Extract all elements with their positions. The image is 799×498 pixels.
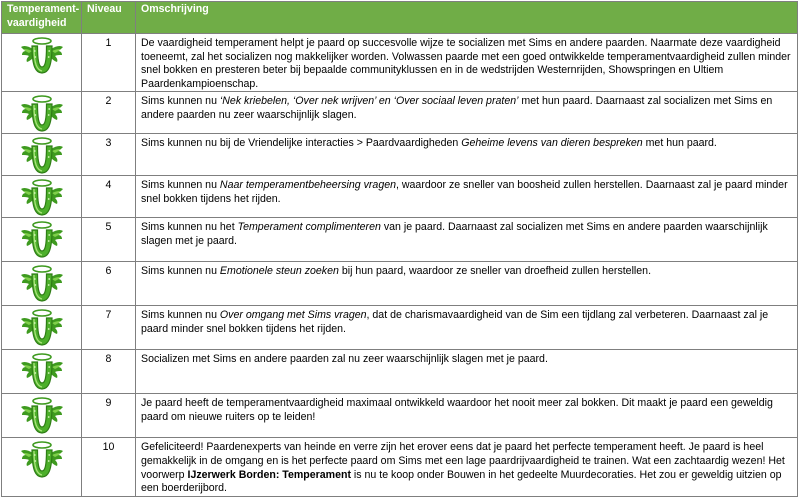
level-cell: 6	[82, 262, 136, 306]
icon-cell	[2, 134, 82, 176]
description-text: is nu te koop onder Bouwen in het gedeelte Muurdecoraties. Het zou er geweldig uitzien op een boerderijbord.	[141, 468, 782, 495]
level-cell: 2	[82, 92, 136, 134]
icon-cell	[2, 34, 82, 92]
table-row	[2, 134, 798, 176]
icon-cell	[2, 306, 82, 350]
temperament-skill-table	[1, 1, 798, 497]
temperament-skill-icon	[20, 137, 64, 175]
level-cell: 9	[82, 394, 136, 438]
temperament-skill-icon	[20, 221, 64, 259]
interaction-name: Geheime levens van dieren bespreken	[461, 137, 643, 150]
temperament-skill-icon	[20, 441, 64, 479]
description-cell	[136, 134, 798, 176]
level-cell: 8	[82, 350, 136, 394]
interaction-name: Emotionele steun zoeken	[219, 265, 339, 278]
icon-cell	[2, 438, 82, 496]
reward-object-name: IJzerwerk Borden: Temperament	[187, 468, 351, 481]
description-cell	[136, 350, 798, 394]
table-row	[2, 176, 798, 218]
icon-cell	[2, 176, 82, 218]
description-text: Sims kunnen nu het	[141, 221, 238, 234]
description-text: Sims kunnen nu	[141, 265, 220, 278]
table-row	[2, 92, 798, 134]
description-cell	[136, 262, 798, 306]
description-text: Gefeliciteerd! Paardenexperts van heinde en verre zijn het erover eens dat je paard het perfecte temperament heeft. Je paard is heel gemakkelijk in de omgang en is het perfecte paard om Sims met een lage paardrijvaardigheid te trainen. Wat een zachtaardig wezen! Het voorwerp	[141, 441, 785, 481]
description-cell	[136, 176, 798, 218]
table-row	[2, 394, 798, 438]
interaction-name: ‘Nek kriebelen, ‘Over nek wrijven’ en ‘Over sociaal leven praten’	[219, 95, 519, 108]
description-text: van je paard. Daarnaast zal socializen met Sims en andere paarden waarschijnlijk slagen met je paard.	[141, 221, 768, 247]
table-row	[2, 218, 798, 262]
table-row	[2, 34, 798, 92]
level-cell: 5	[82, 218, 136, 262]
level-cell: 7	[82, 306, 136, 350]
description-text: Je paard heeft de temperamentvaardigheid maximaal ontwikkeld waardoor het nooit meer zal bokken. Dit maakt je paard een geweldig paard om nieuwe ruiters op te leiden!	[141, 397, 773, 423]
temperament-skill-icon	[20, 265, 64, 303]
header-row	[2, 2, 798, 34]
interaction-name: Naar temperamentbeheersing vragen	[219, 179, 396, 192]
description-text: bij hun paard, waardoor ze sneller van droefheid zullen herstellen.	[338, 265, 652, 278]
description-text: Socializen met Sims en andere paarden zal nu zeer waarschijnlijk slagen met je paard.	[141, 353, 548, 366]
description-text: De vaardigheid temperament helpt je paard op succesvolle wijze te socializen met Sims en andere paarden. Naarmate deze vaardigheid toeneemt, zal het socializen nog makkelijker worden. Volwassen paarde met een goed ontwikkelde temperamentvaardigheid zullen minder snel bokken en presteren beter bij bepaalde communityklussen en in de wedstrijden Westernrijden, Showspringen en Ultiem Paardenkampioenschap.	[141, 37, 791, 90]
description-text: met hun paard. Daarnaast zal socializen met Sims en andere paarden nu zeer waarschijnlijk slagen.	[141, 95, 773, 121]
temperament-skill-icon	[20, 353, 64, 391]
level-cell: 10	[82, 438, 136, 496]
table-row	[2, 306, 798, 350]
icon-cell	[2, 92, 82, 134]
header-desc-col: Omschrijving	[136, 2, 798, 34]
description-cell	[136, 218, 798, 262]
description-cell	[136, 92, 798, 134]
description-text: , waardoor ze sneller van boosheid zullen herstellen. Daarnaast zal je paard minder snel bokken tijdens het rijden.	[141, 179, 788, 205]
description-text: , dat de charismavaardigheid van de Sim een tijdlang zal verbeteren. Daarnaast zal je paard minder snel bokken tijdens het rijden.	[141, 309, 769, 335]
table-row	[2, 350, 798, 394]
interaction-name: Temperament complimenteren	[237, 221, 381, 234]
description-text: Sims kunnen nu bij de Vriendelijke interacties > Paardvaardigheden	[141, 137, 462, 150]
temperament-skill-icon	[20, 37, 64, 75]
temperament-skill-icon	[20, 309, 64, 347]
temperament-skill-icon	[20, 95, 64, 133]
level-cell: 3	[82, 134, 136, 176]
description-text: met hun paard.	[642, 137, 717, 150]
table-row	[2, 262, 798, 306]
temperament-skill-icon	[20, 397, 64, 435]
level-cell: 1	[82, 34, 136, 92]
interaction-name: Over omgang met Sims vragen	[219, 309, 367, 322]
temperament-skill-icon	[20, 179, 64, 217]
description-cell	[136, 306, 798, 350]
header-level-col: Niveau	[82, 2, 136, 34]
icon-cell	[2, 350, 82, 394]
description-text: Sims kunnen nu	[141, 179, 220, 192]
description-text: Sims kunnen nu	[141, 95, 220, 108]
table-row	[2, 438, 798, 496]
description-text: Sims kunnen nu	[141, 309, 220, 322]
description-cell	[136, 394, 798, 438]
header-icon-col: Temperament-vaardigheid	[2, 2, 82, 34]
description-cell	[136, 34, 798, 92]
icon-cell	[2, 262, 82, 306]
level-cell: 4	[82, 176, 136, 218]
description-cell	[136, 438, 798, 496]
icon-cell	[2, 218, 82, 262]
icon-cell	[2, 394, 82, 438]
